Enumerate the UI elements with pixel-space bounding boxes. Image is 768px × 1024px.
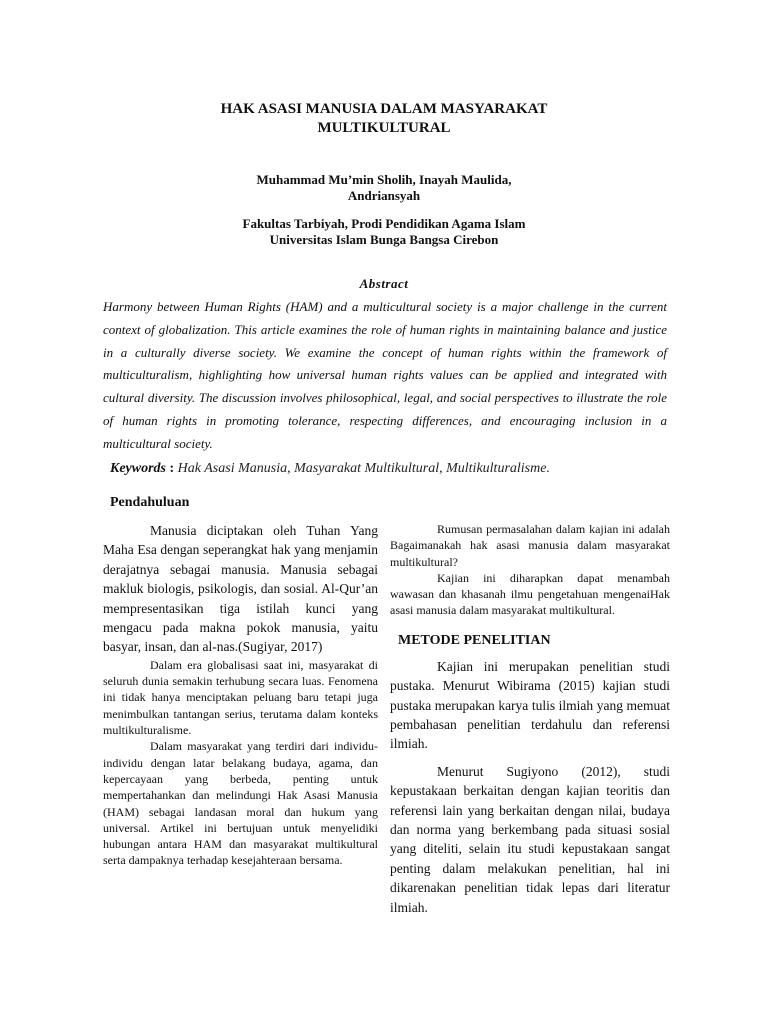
pendahuluan-paragraph-2: Dalam era globalisasi saat ini, masyarakat di seluruh dunia semakin terhubung secara luas. Fenomena ini tidak hanya menciptakan peluang baru tetapi juga menimbulkan tantangan serius, terutama dalam konteks multikulturalisme.	[103, 657, 378, 738]
pendahuluan-paragraph-5: Kajian ini diharapkan dapat menambah wawasan dan khasanah ilmu pengetahuan mengenaiHak asasi manusia dalam masyarakat multikultural.	[390, 570, 670, 618]
affiliation-line-1: Fakultas Tarbiyah, Prodi Pendidikan Agama Islam	[242, 216, 526, 231]
affiliation-line-2: Universitas Islam Bunga Bangsa Cirebon	[269, 232, 499, 247]
pendahuluan-paragraph-1: Manusia diciptakan oleh Tuhan Yang Maha Esa dengan seperangkat hak yang menjamin derajatnya sebagai manusia. Manusia sebagai makluk biologis, psikologis, dan sosial. Al-Qur’an mempresentasikan tiga istilah kunci yang mengacu pada makna pokok manusia, yaitu basyar, insan, dan al-nas.(Sugiyar, 2017)	[103, 523, 378, 655]
keywords-line	[110, 459, 670, 479]
keywords-separator: :	[166, 461, 178, 476]
paper-title	[150, 100, 618, 138]
author-list	[200, 172, 568, 204]
authors-line-1: Muhammad Mu’min Sholih, Inayah Maulida,	[256, 172, 512, 187]
authors-line-2: Andriansyah	[347, 188, 421, 203]
pendahuluan-paragraph-3: Dalam masyarakat yang terdiri dari individu-individu dengan latar belakang budaya, agama, dan kepercayaan yang berbeda, penting untuk mempertahankan dan melindungi Hak Asasi Manusia (HAM) sebagai landasan moral dan hukum yang universal. Artikel ini bertujuan untuk menyelidiki hubungan antara HAM dan masyarakat multikultural serta dampaknya terhadap kesejahteraan bersama.	[103, 739, 378, 868]
right-column	[390, 521, 670, 917]
title-line-1: HAK ASASI MANUSIA DALAM MASYARAKAT	[220, 101, 548, 117]
abstract-heading: Abstract	[359, 276, 409, 291]
left-column	[103, 521, 378, 869]
title-line-2: MULTIKULTURAL	[317, 120, 451, 136]
metode-paragraph-2: Menurut Sugiyono (2012), studi kepustakaan berkaitan dengan kajian teoritis dan referensi lain yang berkaitan dengan nilai, budaya dan norma yang berkembang pada situasi sosial yang diteliti, selain itu studi kepustakaan sangat penting dalam melakukan penelitian, hal ini dikarenakan penelitian tidak lepas dari literatur ilmiah.	[390, 763, 670, 915]
paragraph-gap	[390, 754, 670, 762]
keywords-label: Keywords	[110, 461, 166, 476]
abstract-text: Harmony between Human Rights (HAM) and a multicultural society is a major challenge in the current context of globalization. This article examines the role of human rights in maintaining balance and justice in a culturally diverse society. We examine the concept of human rights within the framework of multiculturalism, highlighting how universal human rights values can be applied and integrated with cultural diversity. The discussion involves philosophical, legal, and social perspectives to illustrate the role of human rights in promoting tolerance, respecting differences, and encouraging inclusion in a multicultural society.	[103, 299, 667, 451]
keywords-text: Hak Asasi Manusia, Masyarakat Multikultural, Multikulturalisme.	[177, 461, 550, 476]
pendahuluan-paragraph-4: Rumusan permasalahan dalam kajian ini adalah Bagaimanakah hak asasi manusia dalam masyarakat multikultural?	[390, 522, 670, 569]
section-heading-metode: METODE PENELITIAN	[398, 632, 551, 648]
affiliation	[180, 216, 588, 248]
metode-paragraph-1: Kajian ini merupakan penelitian studi pustaka. Menurut Wibirama (2015) kajian studi pustaka merupakan karya tulis ilmiah yang memuat pembahasan penelitian terdahulu dan referensi ilmiah.	[390, 658, 670, 752]
section-heading-pendahuluan: Pendahuluan	[110, 495, 190, 510]
